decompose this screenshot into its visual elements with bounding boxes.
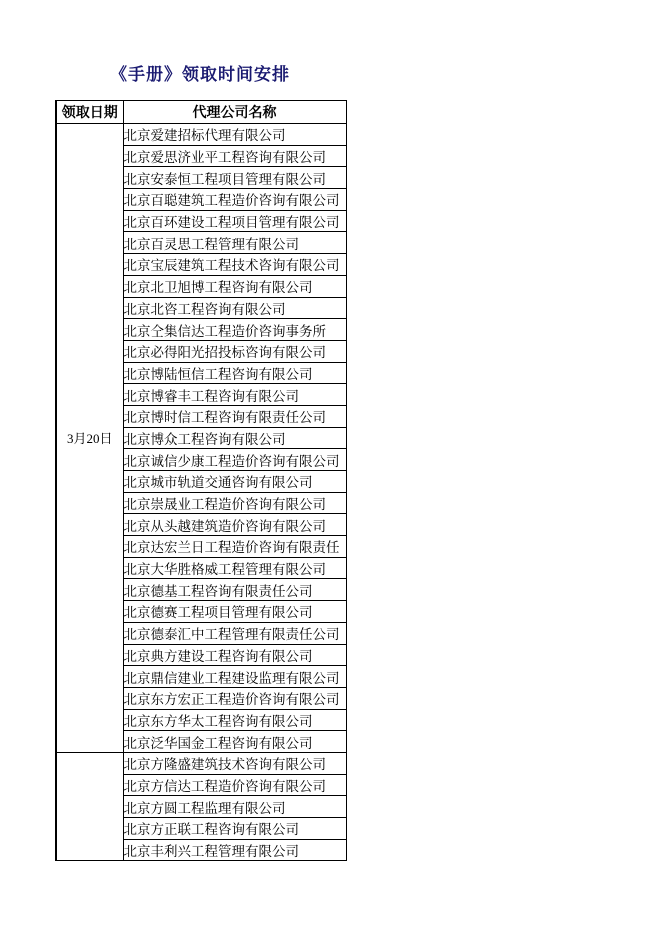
company-cell: 北京崇晟业工程造价咨询有限公司 [123, 492, 346, 514]
company-cell: 北京从头越建筑造价咨询有限公司 [123, 514, 346, 536]
company-cell: 北京爱建招标代理有限公司 [123, 124, 346, 146]
company-cell: 北京必得阳光招投标咨询有限公司 [123, 340, 346, 362]
company-cell: 北京百聪建筑工程造价咨询有限公司 [123, 189, 346, 211]
company-cell: 北京诚信少康工程造价咨询有限公司 [123, 449, 346, 471]
company-cell: 北京博睿丰工程咨询有限公司 [123, 384, 346, 406]
company-cell: 北京百环建设工程项目管理有限公司 [123, 210, 346, 232]
company-cell: 北京方圆工程监理有限公司 [123, 796, 346, 818]
company-cell: 北京仝集信达工程造价咨询事务所 [123, 319, 346, 341]
table-row [56, 752, 346, 774]
company-cell: 北京北咨工程咨询有限公司 [123, 297, 346, 319]
company-cell: 北京方信达工程造价咨询有限公司 [123, 774, 346, 796]
company-cell: 北京百灵思工程管理有限公司 [123, 232, 346, 254]
company-cell: 北京典方建设工程咨询有限公司 [123, 644, 346, 666]
schedule-table [55, 100, 347, 861]
company-cell: 北京方正联工程咨询有限公司 [123, 818, 346, 840]
column-header-date: 领取日期 [56, 101, 123, 124]
company-cell: 北京方隆盛建筑技术咨询有限公司 [123, 752, 346, 774]
company-cell: 北京德泰汇中工程管理有限责任公司 [123, 622, 346, 644]
company-cell: 北京安泰恒工程项目管理有限公司 [123, 167, 346, 189]
company-cell: 北京北卫旭博工程咨询有限公司 [123, 275, 346, 297]
company-cell: 北京泛华国金工程咨询有限公司 [123, 731, 346, 753]
company-cell: 北京大华胜格威工程管理有限公司 [123, 557, 346, 579]
date-cell: 3月20日 [56, 124, 123, 753]
company-cell: 北京鼎信建业工程建设监理有限公司 [123, 666, 346, 688]
company-cell: 北京博时信工程咨询有限责任公司 [123, 405, 346, 427]
header-row [56, 101, 346, 124]
company-cell: 北京丰利兴工程管理有限公司 [123, 839, 346, 861]
schedule-table-body [56, 124, 346, 861]
company-cell: 北京德基工程咨询有限责任公司 [123, 579, 346, 601]
page-title: 《手册》领取时间安排 [110, 65, 290, 84]
table-row [56, 124, 346, 146]
company-cell: 北京德赛工程项目管理有限公司 [123, 601, 346, 623]
company-cell: 北京宝辰建筑工程技术咨询有限公司 [123, 254, 346, 276]
company-cell: 北京东方宏正工程造价咨询有限公司 [123, 687, 346, 709]
column-header-company: 代理公司名称 [123, 101, 346, 124]
company-cell: 北京城市轨道交通咨询有限公司 [123, 471, 346, 493]
date-cell [56, 752, 123, 860]
company-cell: 北京东方华太工程咨询有限公司 [123, 709, 346, 731]
company-cell: 北京博陆恒信工程咨询有限公司 [123, 362, 346, 384]
company-cell: 北京博众工程咨询有限公司 [123, 427, 346, 449]
company-cell: 北京达宏兰日工程造价咨询有限责任 [123, 536, 346, 558]
company-cell: 北京爱思济业平工程咨询有限公司 [123, 145, 346, 167]
